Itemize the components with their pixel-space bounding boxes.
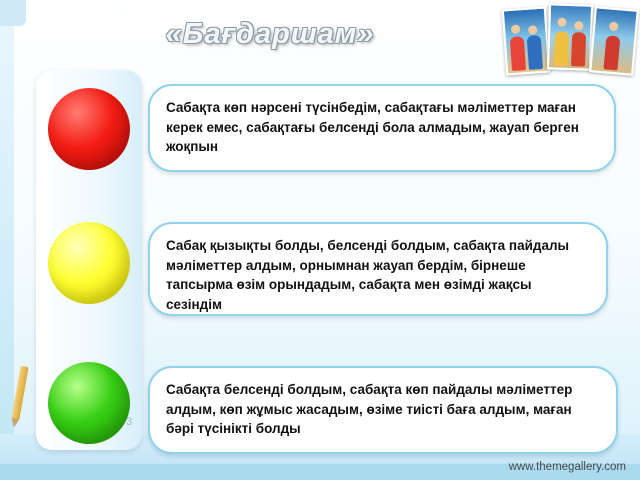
photo-1-figure-2 (527, 35, 543, 70)
photo-strip (504, 2, 636, 74)
callout-yellow: Сабақ қызықты болды, белсенді болдым, сабақта пайдалы мәліметтер алдым, орнымнан жауап бердім, бірнеше тапсырма өзім орындадым, сабақта мен өзімді жақсы сезіндім (148, 222, 608, 316)
corner-accent (0, 0, 26, 26)
callout-red: Сабақта көп нәрсені түсінбедім, сабақтағы мәліметтер маған керек емес, сабақтағы белсенді бола алмадым, жауап берген жоқпын (148, 84, 616, 172)
traffic-light-red-lamp (48, 88, 130, 170)
photo-2-figure (554, 31, 569, 65)
photo-2 (547, 3, 593, 70)
callout-green: Сабақта белсенді болдым, сабақта көп пайдалы мәліметтер алдым, көп жұмыс жасадым, өзіме тиісті баға алдым, маған бәрі түсінікті болды (148, 366, 618, 454)
page-mark: 3 (126, 416, 133, 428)
traffic-light (36, 70, 142, 450)
watermark: www.themegallery.com (508, 461, 626, 473)
left-decorative-band (0, 0, 14, 480)
slide-title: «Бағдаршам» (165, 18, 375, 50)
photo-3-figure (604, 35, 621, 70)
photo-3 (589, 6, 639, 76)
photo-1 (502, 7, 550, 76)
photo-1-figure (510, 36, 526, 71)
traffic-light-green-lamp (48, 362, 133, 444)
traffic-light-yellow-lamp (48, 222, 130, 304)
photo-2-figure-2 (571, 32, 586, 66)
